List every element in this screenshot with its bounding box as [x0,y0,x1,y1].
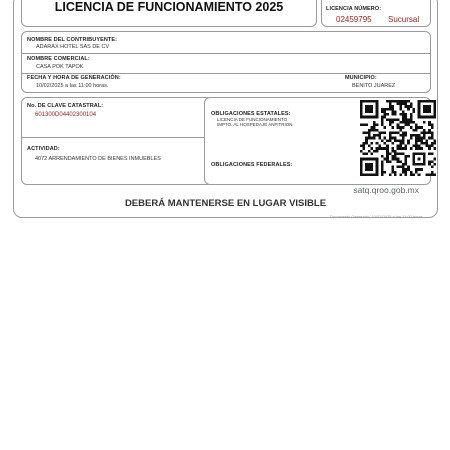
cadastral-key-label: No. DE CLAVE CATASTRAL: [27,103,104,109]
license-number-box [321,0,431,27]
activity-label: ACTIVIDAD: [27,146,60,152]
state-obligation-1: LICENCIA DE FUNCIONAMIENTO [217,117,288,122]
commercial-name-label: NOMBRE COMERCIAL: [27,56,90,62]
cadastral-activity-box [21,97,213,185]
title-box [21,0,317,27]
generation-footnote: Documento Generado: 10/02/2025 a las 11:00 horas. [329,214,424,219]
qr-code-icon [360,100,436,176]
taxpayer-box [21,31,431,93]
license-card [13,0,438,218]
state-obligations-label: OBLIGACIONES ESTATALES: [211,111,291,117]
generation-date-value: 10/02/2025 a las 11:00 horas. [36,83,109,89]
cadastral-key-value: 601300D04402300104 [35,112,97,118]
state-obligation-2: IMPTO. AL HOSPEDAJE ANFITRION [217,122,293,127]
document-title: LICENCIA DE FUNCIONAMIENTO 2025 [54,0,284,14]
activity-value: 4072 ARRENDAMIENTO DE BIENES INMUEBLES [35,156,161,162]
divider-3 [22,137,212,138]
municipality-value: BENITO JUAREZ [352,83,396,89]
visibility-notice: DEBERÁ MANTENERSE EN LUGAR VISIBLE [124,198,327,209]
commercial-name-value: CASA POK TAPOK [36,64,84,70]
divider-1 [22,53,430,54]
license-number-value: 02459795 [336,15,372,24]
municipality-label: MUNICIPIO: [345,75,377,81]
taxpayer-name-label: NOMBRE DEL CONTRIBUYENTE: [27,37,118,43]
license-type: Sucursal [388,15,420,24]
website-url: satq.qroo.gob.mx [353,185,419,195]
federal-obligations-label: OBLIGACIONES FEDERALES: [211,162,293,168]
divider-2 [22,73,430,74]
license-number-label: LICENCIA NÚMERO: [326,6,382,12]
generation-date-label: FECHA Y HORA DE GENERACIÓN: [27,75,121,81]
taxpayer-name-value: ADARAX HOTEL SAS DE CV [36,44,110,50]
